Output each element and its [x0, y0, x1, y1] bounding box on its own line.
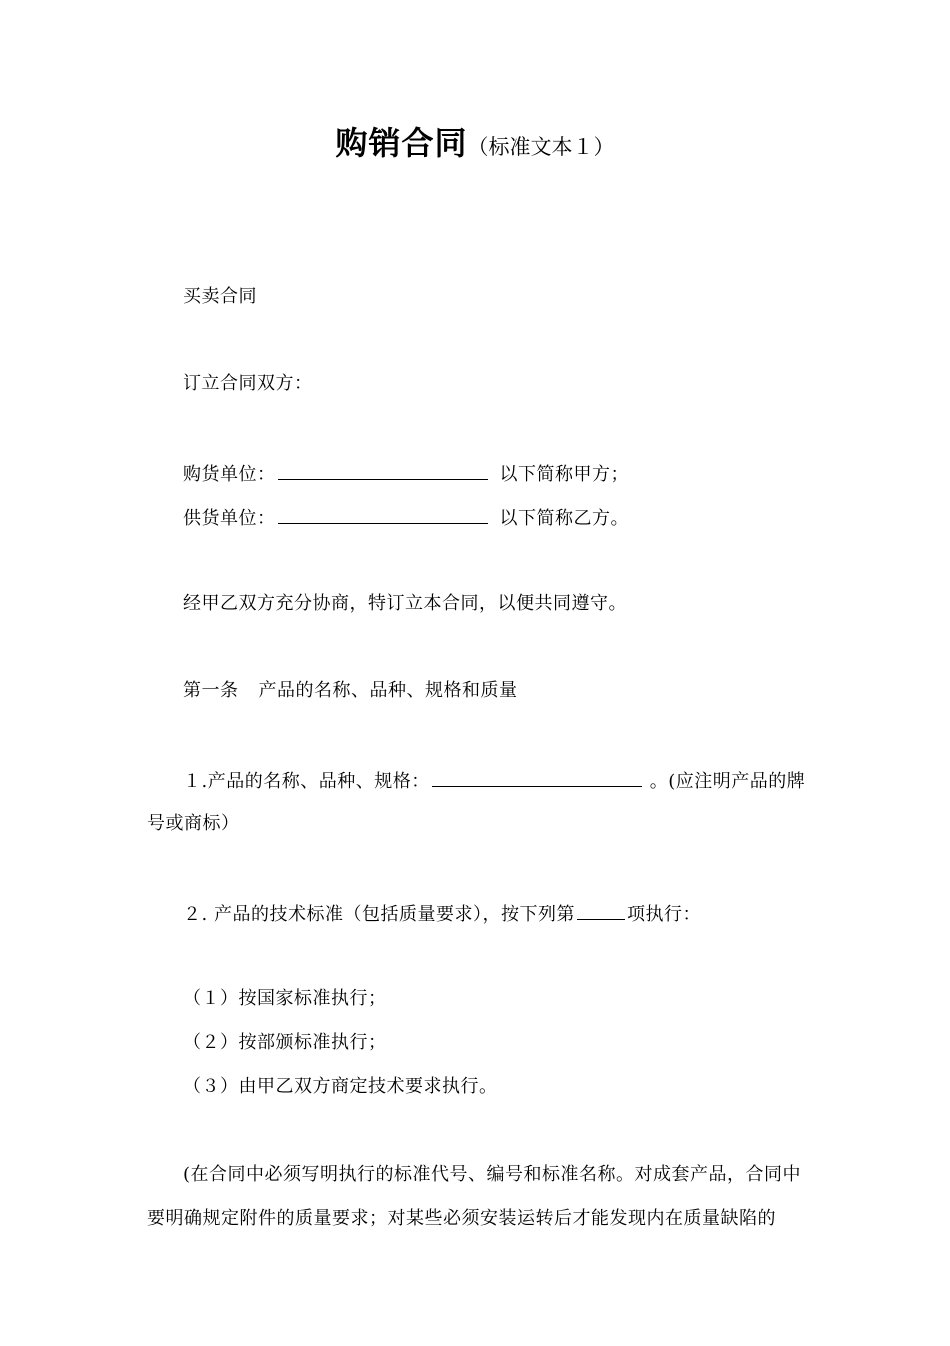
- note-line-2: 要明确规定附件的质量要求；对某些必须安装运转后才能发现内在质量缺陷的: [147, 1208, 776, 1229]
- option-item: （１）按国家标准执行；: [183, 988, 387, 1009]
- article1-item2: [183, 899, 701, 928]
- item2-prefix: ２. 产品的技术标准（包括质量要求），按下列第: [183, 904, 575, 925]
- seller-line: [183, 503, 629, 532]
- seller-suffix: 以下简称乙方。: [499, 508, 629, 529]
- buyer-blank[interactable]: [278, 459, 488, 480]
- standard-choice-blank[interactable]: [577, 899, 625, 920]
- buyer-suffix: 以下简称甲方；: [499, 464, 629, 485]
- article1-number: 第一条: [183, 680, 239, 701]
- product-name-blank[interactable]: [432, 766, 642, 787]
- document-title: [0, 118, 950, 164]
- article1-title: 产品的名称、品种、规格和质量: [258, 680, 518, 701]
- item1-suffix: 。(应注明产品的牌: [649, 771, 806, 792]
- parties-intro: 订立合同双方：: [183, 373, 313, 394]
- buyer-label: 购货单位：: [183, 464, 276, 485]
- item1-prefix: １.产品的名称、品种、规格：: [183, 771, 430, 792]
- item2-suffix: 项执行：: [626, 904, 701, 925]
- preamble: 经甲乙双方充分协商，特订立本合同，以便共同遵守。: [183, 593, 627, 614]
- title-suffix: （标准文本１）: [467, 135, 615, 159]
- seller-label: 供货单位：: [183, 508, 276, 529]
- buyer-line: [183, 459, 629, 488]
- option-item: （３）由甲乙双方商定技术要求执行。: [183, 1076, 498, 1097]
- title-main: 购销合同: [335, 124, 468, 162]
- seller-blank[interactable]: [278, 503, 488, 524]
- heading-type: 买卖合同: [183, 286, 257, 307]
- article1-item1: [183, 766, 805, 795]
- note-line-1: (在合同中必须写明执行的标准代号、编号和标准名称。对成套产品，合同中: [183, 1164, 802, 1185]
- option-item: （２）按部颁标准执行；: [183, 1032, 387, 1053]
- item1-continuation: 号或商标）: [147, 813, 240, 834]
- article1-heading: [183, 678, 518, 704]
